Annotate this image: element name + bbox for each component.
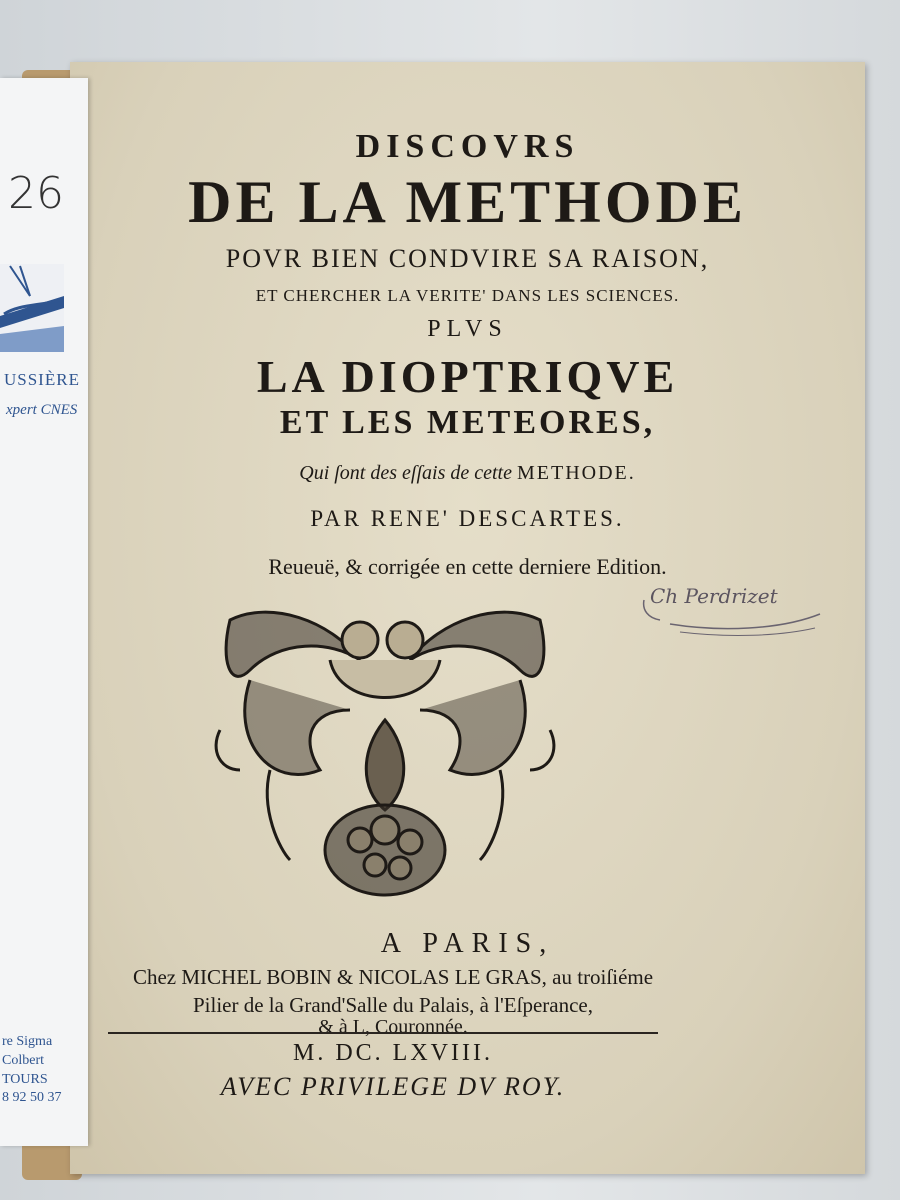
insert-address-3: TOURS [2,1072,48,1087]
insert-address-2: Colbert [2,1053,44,1068]
essais-italic-text: Qui ſont des eſſais de cette [299,462,512,484]
title-line-methode: DE LA METHODE [188,169,747,235]
title-line-essais [70,462,865,485]
privilege-line: AVEC PRIVILEGE DV ROY. [220,1072,566,1101]
tag-number: 26 [8,168,64,219]
title-line-meteores: ET LES METEORES, [279,404,656,441]
insert-address-4: 8 92 50 37 [2,1090,62,1105]
divider-rule [108,1032,658,1034]
bird-logo-icon [0,256,64,366]
imprint-city: A PARIS, [380,928,555,959]
insert-line-1: USSIÈRE [4,370,80,389]
essais-caps-text: METHODE. [516,462,636,484]
insert-address-1: re Sigma [2,1034,53,1049]
title-line-plus: PLVS [427,316,508,342]
bookseller-insert-card [0,78,88,1146]
title-line-discours: DISCOVRS [355,128,580,165]
signature-text: Ch Perdrizet [650,584,778,608]
imprint-line-3: & à L, Couronnée. [318,1016,468,1038]
woodcut-ornament-icon [210,600,560,920]
author-line: PAR RENE' DESCARTES. [310,506,625,531]
imprint-line-2: Pilier de la Grand'Salle du Palais, à l'Eſperance, [192,993,593,1017]
imprint-line-1: Chez MICHEL BOBIN & NICOLAS LE GRAS, au troiſiéme [132,965,654,989]
handwritten-signature [640,580,830,640]
edition-line: Reueuë, & corrigée en cette derniere Edition. [268,554,667,579]
title-line-verite: ET CHERCHER LA VERITE' DANS LES SCIENCES. [255,286,680,305]
title-line-dioptrique: LA DIOPTRIQVE [256,351,679,402]
insert-line-2: xpert CNES [6,402,78,418]
title-line-raison: POVR BIEN CONDVIRE SA RAISON, [225,244,710,273]
date-line: M. DC. LXVIII. [293,1040,493,1066]
